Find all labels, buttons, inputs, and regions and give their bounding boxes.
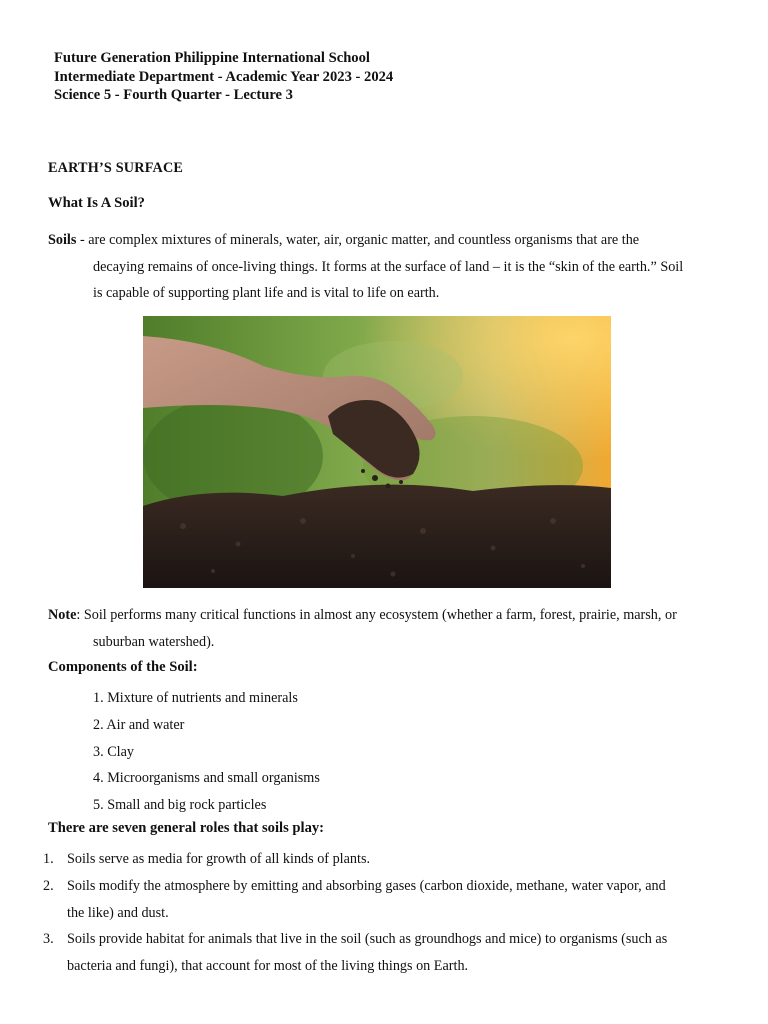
soil-photo [143, 316, 611, 588]
components-title: Components of the Soil: [48, 659, 198, 675]
list-item [43, 873, 733, 927]
definition-line-2: decaying remains of once-living things. It forms at the surface of land – it is the “skin of the earth.” Soil [93, 258, 684, 275]
list-item: 5. Small and big rock particles [93, 797, 267, 814]
list-item [43, 846, 733, 873]
definition-line-3: is capable of supporting plant life and is vital to life on earth. [93, 285, 440, 302]
note-paragraph [48, 602, 728, 655]
list-number: 3. [43, 931, 54, 948]
roles-list [43, 846, 733, 980]
role-text: the like) and dust. [67, 904, 169, 921]
list-item [43, 926, 733, 980]
definition-paragraph [48, 227, 728, 307]
section-title: EARTH’S SURFACE [48, 160, 184, 176]
list-item: 2. Air and water [93, 716, 185, 733]
list-item: 3. Clay [93, 743, 134, 760]
school-name: Future Generation Philippine International School [54, 50, 370, 66]
note-line-2: suburban watershed). [93, 633, 215, 650]
definition-line-1: - are complex mixtures of minerals, water, air, organic matter, and countless organisms that are the [76, 232, 640, 248]
list-item: 1. Mixture of nutrients and minerals [93, 690, 298, 706]
note-line-1: : Soil performs many critical functions in almost any ecosystem (whether a farm, forest, prairie, marsh, or [76, 607, 677, 623]
list-number: 1. [43, 851, 54, 867]
components-list [93, 685, 320, 819]
department-year: Intermediate Department - Academic Year 2023 - 2024 [54, 68, 394, 85]
role-text: Soils serve as media for growth of all kinds of plants. [67, 851, 371, 867]
role-text: Soils modify the atmosphere by emitting and absorbing gases (carbon dioxide, methane, water vapor, and [67, 877, 666, 894]
school-header [54, 49, 393, 105]
definition-term: Soils [48, 232, 77, 248]
role-text: Soils provide habitat for animals that live in the soil (such as groundhogs and mice) to organisms (such as [67, 931, 668, 948]
list-number: 2. [43, 877, 54, 894]
list-item: 4. Microorganisms and small organisms [93, 770, 320, 787]
note-label: Note [48, 607, 77, 623]
roles-title: There are seven general roles that soils play: [48, 820, 325, 836]
course-lecture: Science 5 - Fourth Quarter - Lecture 3 [54, 87, 293, 103]
question-title: What Is A Soil? [48, 195, 145, 211]
role-text: bacteria and fungi), that account for most of the living things on Earth. [67, 958, 469, 975]
